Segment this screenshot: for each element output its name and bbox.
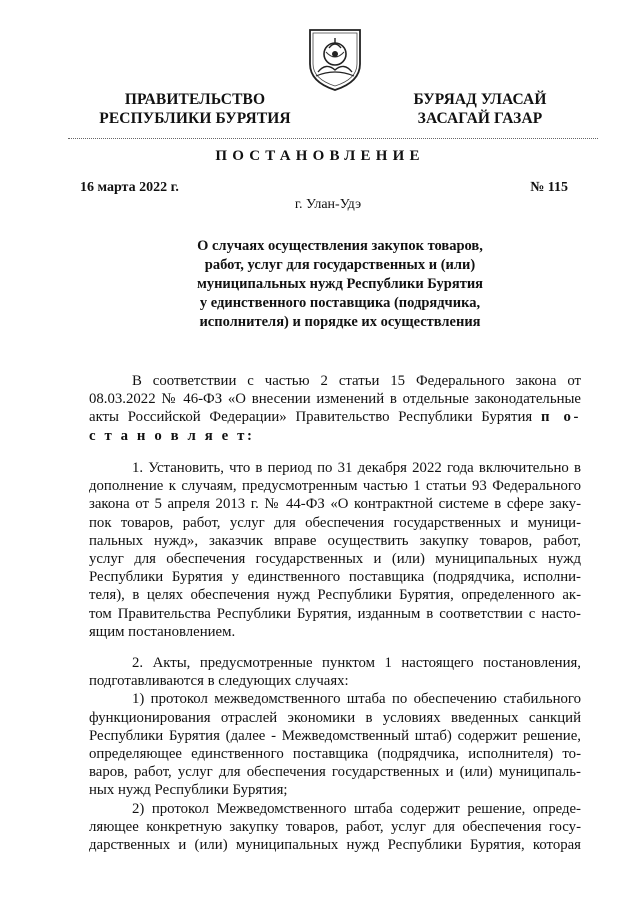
decree-word-start: п о- bbox=[540, 409, 581, 426]
document-title bbox=[160, 237, 520, 332]
document-type: ПОСТАНОВЛЕНИЕ bbox=[215, 148, 425, 164]
body-line: услуг для обеспечения государственных и (или) муниципальных нужд bbox=[89, 550, 581, 567]
title-line: муниципальных нужд Республики Бурятия bbox=[196, 276, 484, 292]
document-city: г. Улан-Удэ bbox=[294, 197, 362, 212]
body-text: акты Российской Федерации» Правительство Республики Бурятия bbox=[89, 409, 533, 426]
body-line: подготавливаются в следующих случаях: bbox=[89, 673, 349, 690]
body-line: ляющее конкретную закупку товаров, работ, услуг для обеспечения госу- bbox=[89, 818, 581, 835]
body-line: том Правительства Республики Бурятия, изданным в соответствии с насто- bbox=[89, 605, 581, 622]
body-line: В соответствии с частью 2 статьи 15 Федерального закона от bbox=[132, 373, 581, 389]
issuer-ru-line2: РЕСПУБЛИКИ БУРЯТИЯ bbox=[99, 110, 291, 127]
decree-word-end: с т а н о в л я е т: bbox=[89, 427, 255, 444]
body-line: пок товаров, работ, услуг для обеспечения государственных и муници- bbox=[89, 514, 581, 531]
body-line: закона от 5 апреля 2013 г. № 44-ФЗ «О контрактной системе в сфере заку- bbox=[89, 496, 581, 513]
body-line: теля), в целях обеспечения нужд Республики Бурятия, определенного ак- bbox=[89, 587, 581, 604]
body-line bbox=[89, 408, 581, 426]
body-line: варов, работ, услуг для обеспечения государственных и (или) муниципаль- bbox=[89, 764, 581, 781]
body-line: пальных нужд», заказчик вправе осуществить закупку товаров, работ, bbox=[89, 532, 581, 549]
body-line: 1) протокол межведомственного штаба по обеспечению стабильного bbox=[132, 691, 581, 708]
document-number: № 115 bbox=[530, 180, 568, 195]
issuer-bua-line2: ЗАСАГАЙ ГАЗАР bbox=[417, 110, 543, 127]
body-line: ных нужд Республики Бурятия; bbox=[89, 782, 288, 799]
body-line: функционирования отраслей экономики в условиях введенных санкций bbox=[89, 709, 581, 726]
body-line: дополнение к случаям, предусмотренным частью 1 статьи 93 Федерального bbox=[89, 478, 581, 495]
body-line bbox=[89, 427, 581, 445]
header-divider bbox=[68, 138, 598, 139]
preamble bbox=[89, 372, 581, 445]
issuer-ru-line1: ПРАВИТЕЛЬСТВО bbox=[124, 91, 266, 108]
issuer-buryat bbox=[380, 90, 580, 128]
issuer-bua-line1: БУРЯАД УЛАСАЙ bbox=[413, 91, 547, 108]
body-line: 2) протокол Межведомственного штаба содержит решение, опреде- bbox=[132, 800, 581, 817]
body-line: 08.03.2022 № 46-ФЗ «О внесении изменений в отдельные законодательные bbox=[89, 391, 581, 408]
paragraph-2 bbox=[89, 654, 581, 854]
coat-of-arms-icon bbox=[302, 24, 368, 92]
paragraph-1 bbox=[89, 459, 581, 641]
body-line: 1. Установить, что в период по 31 декабря 2022 года включительно в bbox=[132, 460, 581, 476]
body-line: дарственных и (или) муниципальных нужд Республики Бурятия, которая bbox=[89, 836, 581, 853]
document-date: 16 марта 2022 г. bbox=[80, 180, 179, 195]
title-line: О случаях осуществления закупок товаров, bbox=[197, 238, 483, 254]
body-line: 2. Акты, предусмотренные пунктом 1 настоящего постановления, bbox=[132, 655, 581, 671]
body-line: определяющее единственного поставщика (подрядчика, исполнителя) то- bbox=[89, 745, 581, 762]
title-line: работ, услуг для государственных и (или) bbox=[204, 257, 476, 273]
title-line: у единственного поставщика (подрядчика, bbox=[199, 295, 481, 311]
title-line: исполнителя) и порядке их осуществления bbox=[199, 314, 481, 330]
body-line: Республики Бурятия у единственного поставщика (подрядчика, исполни- bbox=[89, 569, 581, 586]
body-line: ящим постановлением. bbox=[89, 623, 236, 640]
issuer-russian bbox=[80, 90, 310, 128]
body-line: Республики Бурятия (далее - Межведомственный штаб) содержит решение, bbox=[89, 727, 581, 744]
